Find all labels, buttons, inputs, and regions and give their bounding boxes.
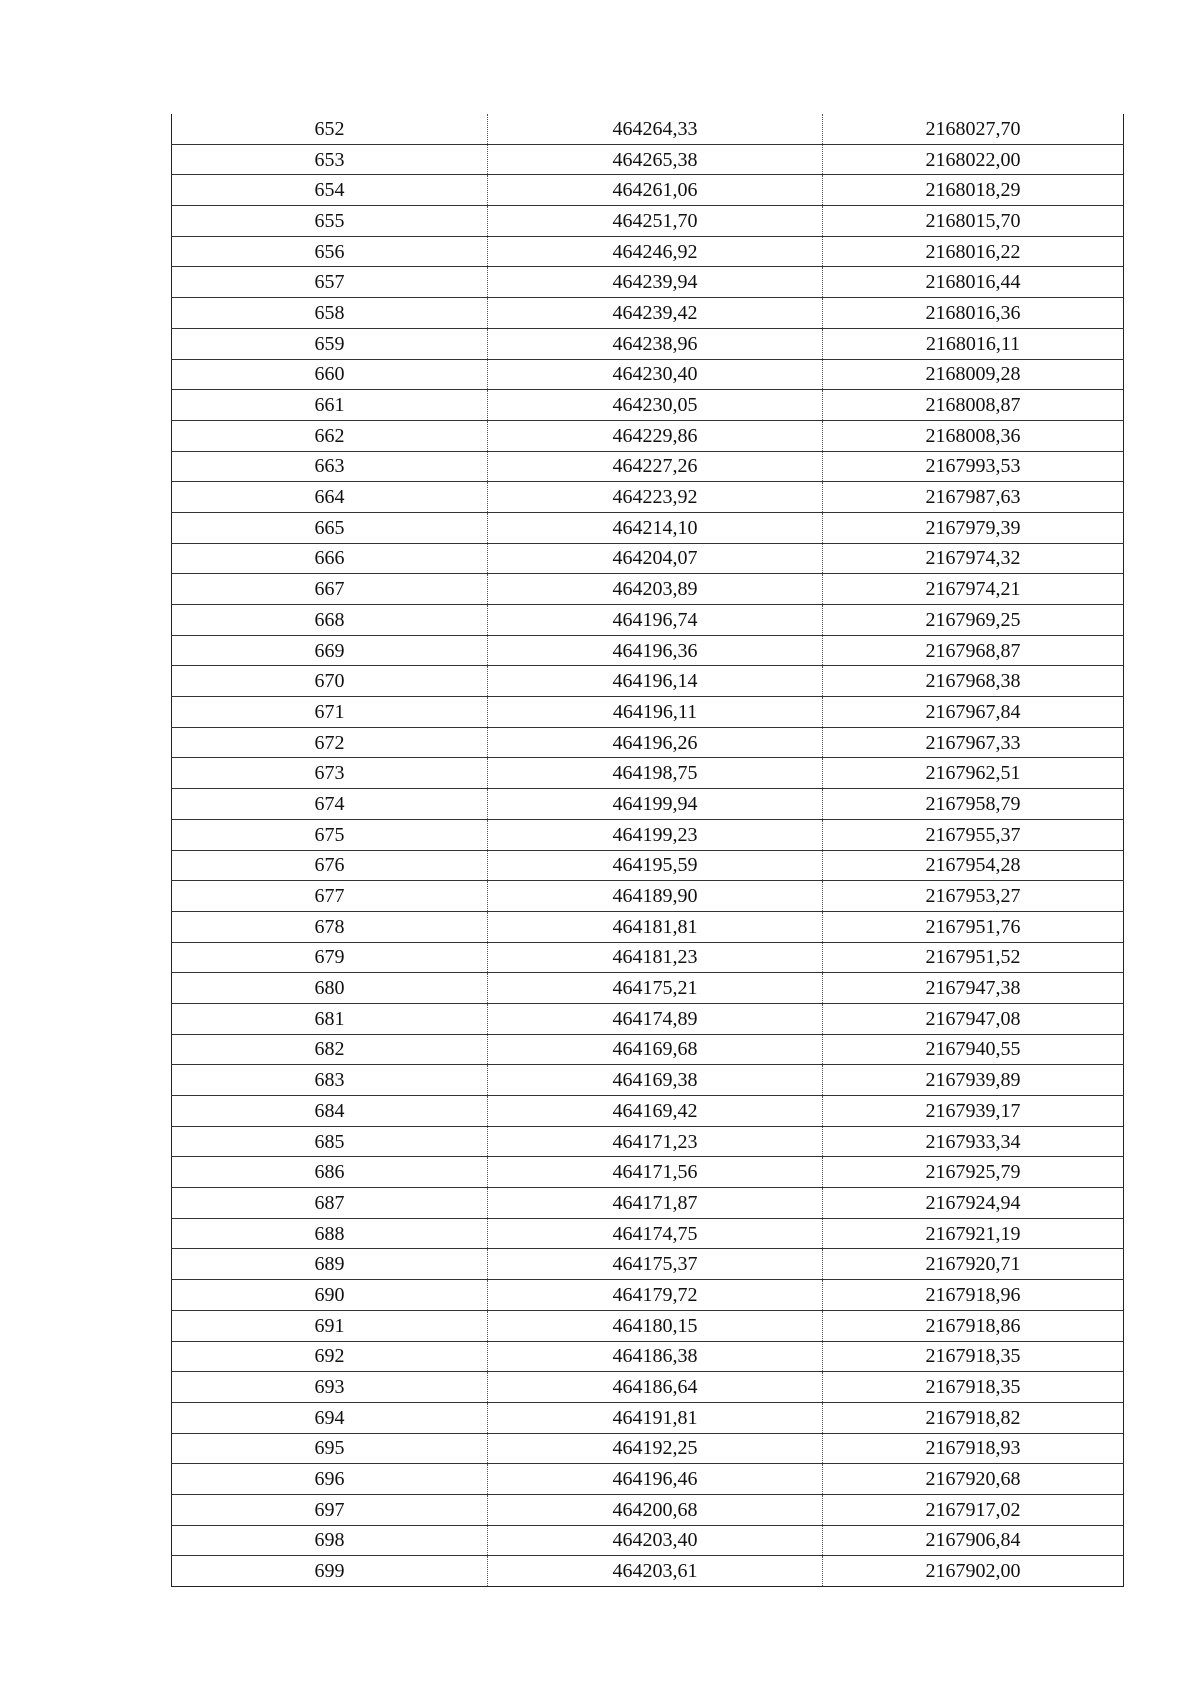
y-coordinate-cell: 2167925,79 — [823, 1157, 1124, 1188]
point-number-cell: 686 — [172, 1157, 488, 1188]
point-number-cell: 666 — [172, 543, 488, 574]
table-row — [172, 789, 1124, 820]
y-coordinate-cell: 2168016,36 — [823, 298, 1124, 329]
y-coordinate-cell: 2168008,87 — [823, 390, 1124, 421]
point-number-cell: 668 — [172, 605, 488, 636]
point-number-cell: 665 — [172, 512, 488, 543]
table-row — [172, 973, 1124, 1004]
table-row — [172, 1096, 1124, 1127]
point-number-cell: 675 — [172, 819, 488, 850]
x-coordinate-cell: 464264,33 — [488, 114, 823, 144]
table-row — [172, 1280, 1124, 1311]
x-coordinate-cell: 464199,23 — [488, 819, 823, 850]
y-coordinate-cell: 2167918,96 — [823, 1280, 1124, 1311]
y-coordinate-cell: 2167951,52 — [823, 942, 1124, 973]
x-coordinate-cell: 464246,92 — [488, 236, 823, 267]
point-number-cell: 687 — [172, 1188, 488, 1219]
table-row — [172, 1249, 1124, 1280]
y-coordinate-cell: 2167993,53 — [823, 451, 1124, 482]
y-coordinate-cell: 2167987,63 — [823, 482, 1124, 513]
point-number-cell: 663 — [172, 451, 488, 482]
table-row — [172, 1341, 1124, 1372]
point-number-cell: 670 — [172, 666, 488, 697]
y-coordinate-cell: 2167918,35 — [823, 1341, 1124, 1372]
y-coordinate-cell: 2167947,08 — [823, 1003, 1124, 1034]
point-number-cell: 673 — [172, 758, 488, 789]
point-number-cell: 669 — [172, 635, 488, 666]
y-coordinate-cell: 2168022,00 — [823, 144, 1124, 175]
point-number-cell: 674 — [172, 789, 488, 820]
point-number-cell: 692 — [172, 1341, 488, 1372]
y-coordinate-cell: 2167924,94 — [823, 1188, 1124, 1219]
point-number-cell: 656 — [172, 236, 488, 267]
table-row — [172, 635, 1124, 666]
table-row — [172, 144, 1124, 175]
table-row — [172, 850, 1124, 881]
table-row — [172, 451, 1124, 482]
y-coordinate-cell: 2167902,00 — [823, 1556, 1124, 1587]
y-coordinate-cell: 2167906,84 — [823, 1525, 1124, 1556]
y-coordinate-cell: 2167974,21 — [823, 574, 1124, 605]
point-number-cell: 658 — [172, 298, 488, 329]
x-coordinate-cell: 464223,92 — [488, 482, 823, 513]
y-coordinate-cell: 2168009,28 — [823, 359, 1124, 390]
point-number-cell: 682 — [172, 1034, 488, 1065]
x-coordinate-cell: 464229,86 — [488, 420, 823, 451]
table-row — [172, 543, 1124, 574]
x-coordinate-cell: 464171,56 — [488, 1157, 823, 1188]
x-coordinate-cell: 464203,89 — [488, 574, 823, 605]
y-coordinate-cell: 2168018,29 — [823, 175, 1124, 206]
y-coordinate-cell: 2168016,11 — [823, 328, 1124, 359]
x-coordinate-cell: 464171,87 — [488, 1188, 823, 1219]
x-coordinate-cell: 464239,94 — [488, 267, 823, 298]
y-coordinate-cell: 2167953,27 — [823, 881, 1124, 912]
table-row — [172, 114, 1124, 144]
table-row — [172, 1402, 1124, 1433]
x-coordinate-cell: 464265,38 — [488, 144, 823, 175]
x-coordinate-cell: 464198,75 — [488, 758, 823, 789]
y-coordinate-cell: 2167917,02 — [823, 1494, 1124, 1525]
x-coordinate-cell: 464196,14 — [488, 666, 823, 697]
table-row — [172, 1433, 1124, 1464]
coordinates-table-body — [172, 114, 1124, 1587]
y-coordinate-cell: 2168016,44 — [823, 267, 1124, 298]
table-row — [172, 1188, 1124, 1219]
x-coordinate-cell: 464175,21 — [488, 973, 823, 1004]
table-row — [172, 175, 1124, 206]
table-row — [172, 942, 1124, 973]
y-coordinate-cell: 2167955,37 — [823, 819, 1124, 850]
point-number-cell: 667 — [172, 574, 488, 605]
x-coordinate-cell: 464203,40 — [488, 1525, 823, 1556]
x-coordinate-cell: 464230,05 — [488, 390, 823, 421]
x-coordinate-cell: 464192,25 — [488, 1433, 823, 1464]
point-number-cell: 661 — [172, 390, 488, 421]
table-row — [172, 697, 1124, 728]
table-row — [172, 666, 1124, 697]
x-coordinate-cell: 464191,81 — [488, 1402, 823, 1433]
y-coordinate-cell: 2167958,79 — [823, 789, 1124, 820]
table-row — [172, 359, 1124, 390]
x-coordinate-cell: 464195,59 — [488, 850, 823, 881]
point-number-cell: 679 — [172, 942, 488, 973]
point-number-cell: 699 — [172, 1556, 488, 1587]
x-coordinate-cell: 464251,70 — [488, 206, 823, 237]
point-number-cell: 655 — [172, 206, 488, 237]
y-coordinate-cell: 2168016,22 — [823, 236, 1124, 267]
y-coordinate-cell: 2167939,17 — [823, 1096, 1124, 1127]
point-number-cell: 652 — [172, 114, 488, 144]
y-coordinate-cell: 2167947,38 — [823, 973, 1124, 1004]
point-number-cell: 671 — [172, 697, 488, 728]
table-row — [172, 328, 1124, 359]
table-row — [172, 1034, 1124, 1065]
table-row — [172, 1065, 1124, 1096]
x-coordinate-cell: 464200,68 — [488, 1494, 823, 1525]
table-row — [172, 236, 1124, 267]
table-row — [172, 206, 1124, 237]
point-number-cell: 677 — [172, 881, 488, 912]
table-row — [172, 1372, 1124, 1403]
y-coordinate-cell: 2167918,86 — [823, 1310, 1124, 1341]
x-coordinate-cell: 464181,23 — [488, 942, 823, 973]
point-number-cell: 685 — [172, 1126, 488, 1157]
table-row — [172, 1157, 1124, 1188]
y-coordinate-cell: 2167933,34 — [823, 1126, 1124, 1157]
point-number-cell: 664 — [172, 482, 488, 513]
x-coordinate-cell: 464238,96 — [488, 328, 823, 359]
table-row — [172, 911, 1124, 942]
y-coordinate-cell: 2167967,84 — [823, 697, 1124, 728]
point-number-cell: 693 — [172, 1372, 488, 1403]
point-number-cell: 662 — [172, 420, 488, 451]
x-coordinate-cell: 464179,72 — [488, 1280, 823, 1311]
table-row — [172, 298, 1124, 329]
table-row — [172, 605, 1124, 636]
y-coordinate-cell: 2167967,33 — [823, 727, 1124, 758]
point-number-cell: 688 — [172, 1218, 488, 1249]
table-row — [172, 1525, 1124, 1556]
x-coordinate-cell: 464196,26 — [488, 727, 823, 758]
point-number-cell: 678 — [172, 911, 488, 942]
point-number-cell: 690 — [172, 1280, 488, 1311]
point-number-cell: 691 — [172, 1310, 488, 1341]
table-row — [172, 512, 1124, 543]
y-coordinate-cell: 2168008,36 — [823, 420, 1124, 451]
y-coordinate-cell: 2167969,25 — [823, 605, 1124, 636]
table-row — [172, 758, 1124, 789]
table-row — [172, 819, 1124, 850]
y-coordinate-cell: 2167968,38 — [823, 666, 1124, 697]
point-number-cell: 654 — [172, 175, 488, 206]
y-coordinate-cell: 2167951,76 — [823, 911, 1124, 942]
y-coordinate-cell: 2167974,32 — [823, 543, 1124, 574]
x-coordinate-cell: 464189,90 — [488, 881, 823, 912]
point-number-cell: 697 — [172, 1494, 488, 1525]
x-coordinate-cell: 464239,42 — [488, 298, 823, 329]
table-row — [172, 881, 1124, 912]
point-number-cell: 660 — [172, 359, 488, 390]
x-coordinate-cell: 464169,68 — [488, 1034, 823, 1065]
point-number-cell: 694 — [172, 1402, 488, 1433]
table-row — [172, 727, 1124, 758]
table-row — [172, 482, 1124, 513]
point-number-cell: 657 — [172, 267, 488, 298]
point-number-cell: 683 — [172, 1065, 488, 1096]
x-coordinate-cell: 464261,06 — [488, 175, 823, 206]
y-coordinate-cell: 2168015,70 — [823, 206, 1124, 237]
table-row — [172, 1218, 1124, 1249]
x-coordinate-cell: 464196,11 — [488, 697, 823, 728]
y-coordinate-cell: 2167918,35 — [823, 1372, 1124, 1403]
table-row — [172, 1126, 1124, 1157]
table-row — [172, 1310, 1124, 1341]
x-coordinate-cell: 464227,26 — [488, 451, 823, 482]
point-number-cell: 680 — [172, 973, 488, 1004]
table-row — [172, 1003, 1124, 1034]
y-coordinate-cell: 2167920,71 — [823, 1249, 1124, 1280]
y-coordinate-cell: 2167962,51 — [823, 758, 1124, 789]
point-number-cell: 681 — [172, 1003, 488, 1034]
coordinates-table — [171, 114, 1124, 1587]
table-row — [172, 420, 1124, 451]
x-coordinate-cell: 464169,42 — [488, 1096, 823, 1127]
point-number-cell: 695 — [172, 1433, 488, 1464]
x-coordinate-cell: 464199,94 — [488, 789, 823, 820]
table-row — [172, 267, 1124, 298]
table-row — [172, 1464, 1124, 1495]
point-number-cell: 659 — [172, 328, 488, 359]
x-coordinate-cell: 464169,38 — [488, 1065, 823, 1096]
y-coordinate-cell: 2167968,87 — [823, 635, 1124, 666]
table-row — [172, 1494, 1124, 1525]
point-number-cell: 684 — [172, 1096, 488, 1127]
x-coordinate-cell: 464196,74 — [488, 605, 823, 636]
x-coordinate-cell: 464181,81 — [488, 911, 823, 942]
table-row — [172, 390, 1124, 421]
y-coordinate-cell: 2167940,55 — [823, 1034, 1124, 1065]
y-coordinate-cell: 2167918,93 — [823, 1433, 1124, 1464]
x-coordinate-cell: 464230,40 — [488, 359, 823, 390]
x-coordinate-cell: 464174,75 — [488, 1218, 823, 1249]
table-row — [172, 574, 1124, 605]
x-coordinate-cell: 464171,23 — [488, 1126, 823, 1157]
point-number-cell: 653 — [172, 144, 488, 175]
y-coordinate-cell: 2167921,19 — [823, 1218, 1124, 1249]
x-coordinate-cell: 464214,10 — [488, 512, 823, 543]
table-row — [172, 1556, 1124, 1587]
x-coordinate-cell: 464186,64 — [488, 1372, 823, 1403]
x-coordinate-cell: 464203,61 — [488, 1556, 823, 1587]
x-coordinate-cell: 464175,37 — [488, 1249, 823, 1280]
y-coordinate-cell: 2168027,70 — [823, 114, 1124, 144]
x-coordinate-cell: 464174,89 — [488, 1003, 823, 1034]
x-coordinate-cell: 464204,07 — [488, 543, 823, 574]
x-coordinate-cell: 464180,15 — [488, 1310, 823, 1341]
y-coordinate-cell: 2167918,82 — [823, 1402, 1124, 1433]
point-number-cell: 672 — [172, 727, 488, 758]
point-number-cell: 696 — [172, 1464, 488, 1495]
y-coordinate-cell: 2167979,39 — [823, 512, 1124, 543]
point-number-cell: 676 — [172, 850, 488, 881]
y-coordinate-cell: 2167939,89 — [823, 1065, 1124, 1096]
point-number-cell: 698 — [172, 1525, 488, 1556]
x-coordinate-cell: 464196,46 — [488, 1464, 823, 1495]
y-coordinate-cell: 2167954,28 — [823, 850, 1124, 881]
y-coordinate-cell: 2167920,68 — [823, 1464, 1124, 1495]
x-coordinate-cell: 464186,38 — [488, 1341, 823, 1372]
x-coordinate-cell: 464196,36 — [488, 635, 823, 666]
point-number-cell: 689 — [172, 1249, 488, 1280]
